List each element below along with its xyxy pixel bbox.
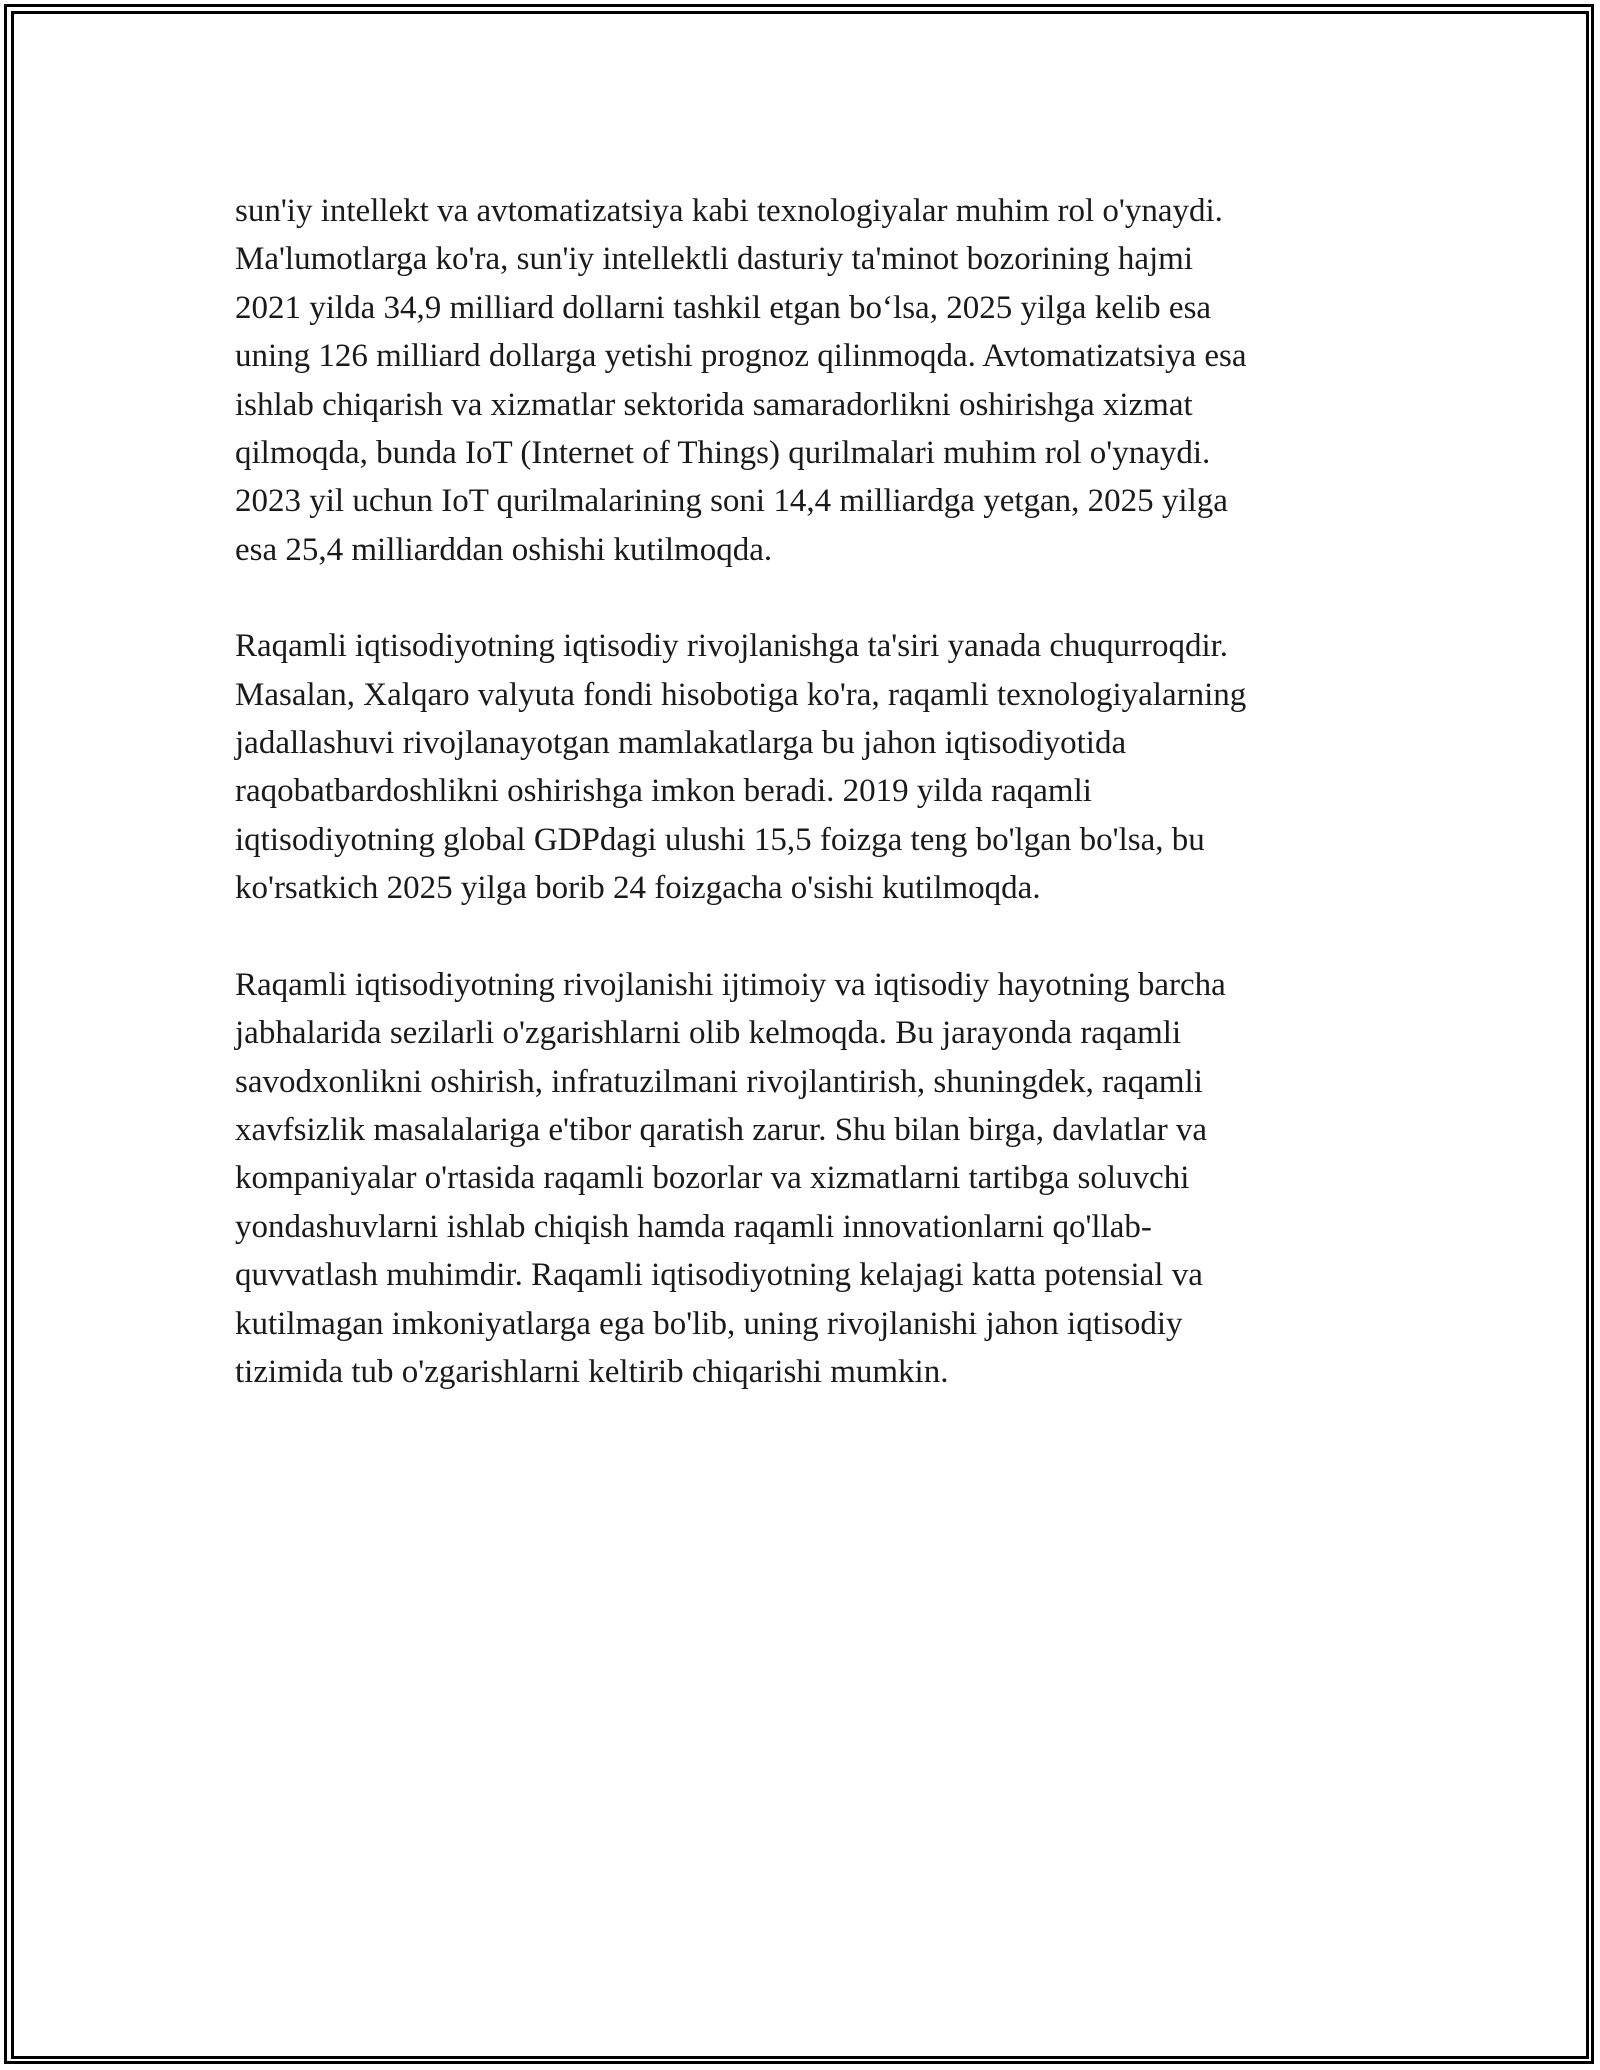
paragraph-social-changes: Raqamli iqtisodiyotning rivojlanishi ijtimoiy va iqtisodiy hayotning barcha jabhalarida sezilarli o'zgarishlarni olib kelmoqda. Bu jarayonda raqamli savodxonlikni oshirish, infratuzilmani rivojlantirish, shuningdek, raqamli xavfsizlik masalalariga e'tibor qaratish zarur. Shu bilan birga, davlatlar va kompaniyalar o'rtasida raqamli bozorlar va xizmatlarni tartibga soluvchi yondashuvlarni ishlab chiqish hamda raqamli innovationlarni qo'llab- quvvatlash muhimdir. Raqamli iqtisodiyotning kelajagi katta potensial va kutilmagan imkoniyatlarga ega bo'lib, uning rivojlanishi jahon iqtisodiy tizimida tub o'zgarishlarni keltirib chiqarishi mumkin. xyxy=(235,966,1226,1390)
paragraph-ai-automation: sun'iy intellekt va avtomatizatsiya kabi texnologiyalar muhim rol o'ynaydi. Ma'lumotlarga ko'ra, sun'iy intellektli dasturiy ta'minot bozorining hajmi 2021 yilda 34,9 milliard dollarni tashkil etgan bo‘lsa, 2025 yilga kelib esa uning 126 milliard dollarga yetishi prognoz qilinmoqda. Avtomatizatsiya esa ishlab chiqarish va xizmatlar sektorida samaradorlikni oshirishga xizmat qilmoqda, bunda IoT (Internet of Things) qurilmalari muhim rol o'ynaydi. 2023 yil uchun IoT qurilmalarining soni 14,4 milliardga yetgan, 2025 yilga esa 25,4 milliarddan oshishi kutilmoqda. xyxy=(235,193,1247,568)
paragraph-economic-impact: Raqamli iqtisodiyotning iqtisodiy rivojlanishga ta'siri yanada chuqurroqdir. Masalan, Xalqaro valyuta fondi hisobotiga ko'ra, raqamli texnologiyalarning jadallashuvi rivojlanayotgan mamlakatlarga bu jahon iqtisodiyotida raqobatbardoshlikni oshirishga imkon beradi. 2019 yilda raqamli iqtisodiyotning global GDPdagi ulushi 15,5 foizga teng bo'lgan bo'lsa, bu ko'rsatkich 2025 yilga borib 24 foizgacha o'sishi kutilmoqda. xyxy=(235,628,1247,907)
document-body xyxy=(235,187,1375,1444)
